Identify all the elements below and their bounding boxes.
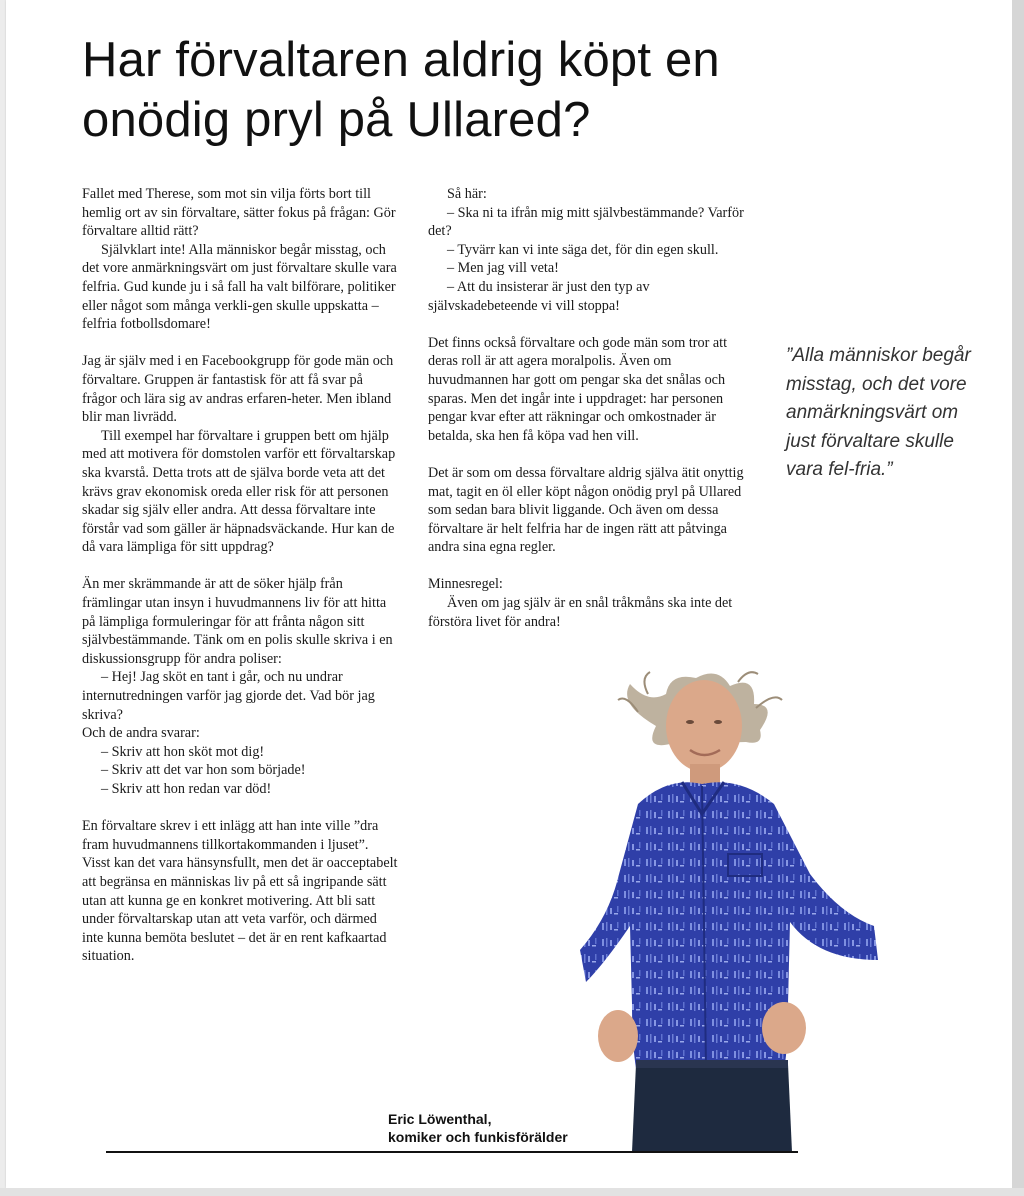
caption-name: Eric Löwenthal, [388, 1111, 492, 1127]
dialogue-line: – Tyvärr kan vi inte säga det, för din egen skull. [447, 241, 719, 258]
paragraph: Jag är själv med i en Facebookgrupp för gode män och förvaltare. Gruppen är fantastisk för att få svar på frågor och lära sig av andras erfaren-heter. Men ibland blir man livrädd. [82, 353, 394, 426]
page-edge [1012, 0, 1024, 1188]
paragraph: Minnesregel: [428, 576, 503, 593]
dialogue-line: – Hej! Jag sköt en tant i går, och nu undrar internutredningen varför jag gjorde det. Vad bör jag skriva? [82, 669, 375, 723]
paragraph: Självklart inte! Alla människor begår misstag, och det vore anmärkningsvärt om just förvaltare skulle vara felfria. Gud kunde ju i så fall ha valt bilförare, politiker eller något som många verkli-gen skulle uppskatta – felfria fotbollsdomare! [82, 241, 397, 333]
right-hand [762, 1002, 806, 1054]
head [666, 680, 742, 772]
pull-quote: ”Alla människor begår misstag, och det vore anmärkningsvärt om just förvaltare skulle vara fel-fria.” [786, 345, 971, 480]
next-page-edge [0, 1188, 1024, 1196]
paragraph: Det finns också förvaltare och gode män som tror att deras roll är att agera moralpolis. Även om huvudmannen har gott om pengar ska det snålas och sparas. Men det ingår inte i uppdraget: har personen pengar kvar efter att räkningar och omkostnader är betalda, ska hen få köpa vad hen vill. [428, 334, 728, 444]
dialogue-line: – Skriv att hon redan var död! [101, 781, 272, 797]
article-column-middle [428, 185, 750, 631]
paragraph: Fallet med Therese, som mot sin vilja förts bort till hemlig ort av sin förvaltare, sätter fokus på frågan: Gör förvaltare alltid rätt? [82, 186, 396, 240]
headline-line-1: Har förvaltaren aldrig köpt en [82, 33, 720, 87]
bottom-rule [106, 1151, 798, 1153]
article-column-left [82, 185, 398, 966]
left-hand [598, 1010, 638, 1062]
headline-line-2: onödig pryl på Ullared? [82, 93, 591, 147]
paragraph: Än mer skrämmande är att de söker hjälp från främlingar utan insyn i huvudmannens liv för att hitta på lämpliga formuleringar för att frånta någon sitt självbestämmande. Tänk om en polis skulle skriva i en diskussionsgrupp för andra poliser: [82, 576, 393, 667]
paragraph: Och de andra svarar: [82, 725, 200, 742]
photo-caption [388, 1110, 568, 1146]
paragraph: Till exempel har förvaltare i gruppen bett om hjälp med att motivera för domstolen varför ett förvaltarskap ska kvarstå. Detta trots att de själva borde veta att det krävs grav ekonomisk oreda eller risk för att personen skadar sig själv eller andra. Att dessa förvaltare inte förstår vad som gäller är häpnadsväckande. Hur kan de då vara lämpliga för sitt uppdrag? [82, 427, 396, 556]
dialogue-line: – Ska ni ta ifrån mig mitt självbestämmande? Varför det? [428, 204, 744, 240]
paragraph: Så här: [447, 186, 487, 202]
paragraph: Det är som om dessa förvaltare aldrig själva ätit onyttig mat, tagit en öl eller köpt någon onödig pryl på Ullared som sedan bara blivit liggande. Och även om dessa förvaltare är helt felfria har de ingen rätt att påtvinga andra sina egna regler. [428, 464, 744, 556]
dialogue-line: – Skriv att hon sköt mot dig! [101, 743, 265, 760]
dialogue-line: – Skriv att det var hon som började! [101, 762, 306, 779]
author-photo [578, 664, 888, 1152]
paragraph: En förvaltare skrev i ett inlägg att han inte ville ”dra fram huvudmannens tillkortakommanden i ljuset”. Visst kan det vara hänsynsfullt, men det är oacceptabelt att begränsa en människas liv på ett så ingripande sätt utan att kunna ge en konkret motivering. Att bli satt under förvaltarskap utan att veta varför, och därmed inte kunna bemöta beslutet – det är en rent kafkaartad situation. [82, 818, 398, 965]
caption-role: komiker och funkisförälder [388, 1129, 568, 1145]
article-headline [82, 30, 842, 150]
dialogue-line: – Men jag vill veta! [447, 260, 559, 277]
dialogue-line: – Att du insisterar är just den typ av självskadebeteende vi vill stoppa! [428, 278, 650, 314]
jeans [632, 1064, 792, 1152]
paragraph: Även om jag själv är en snål tråkmåns ska inte det förstöra livet för andra! [428, 595, 733, 630]
